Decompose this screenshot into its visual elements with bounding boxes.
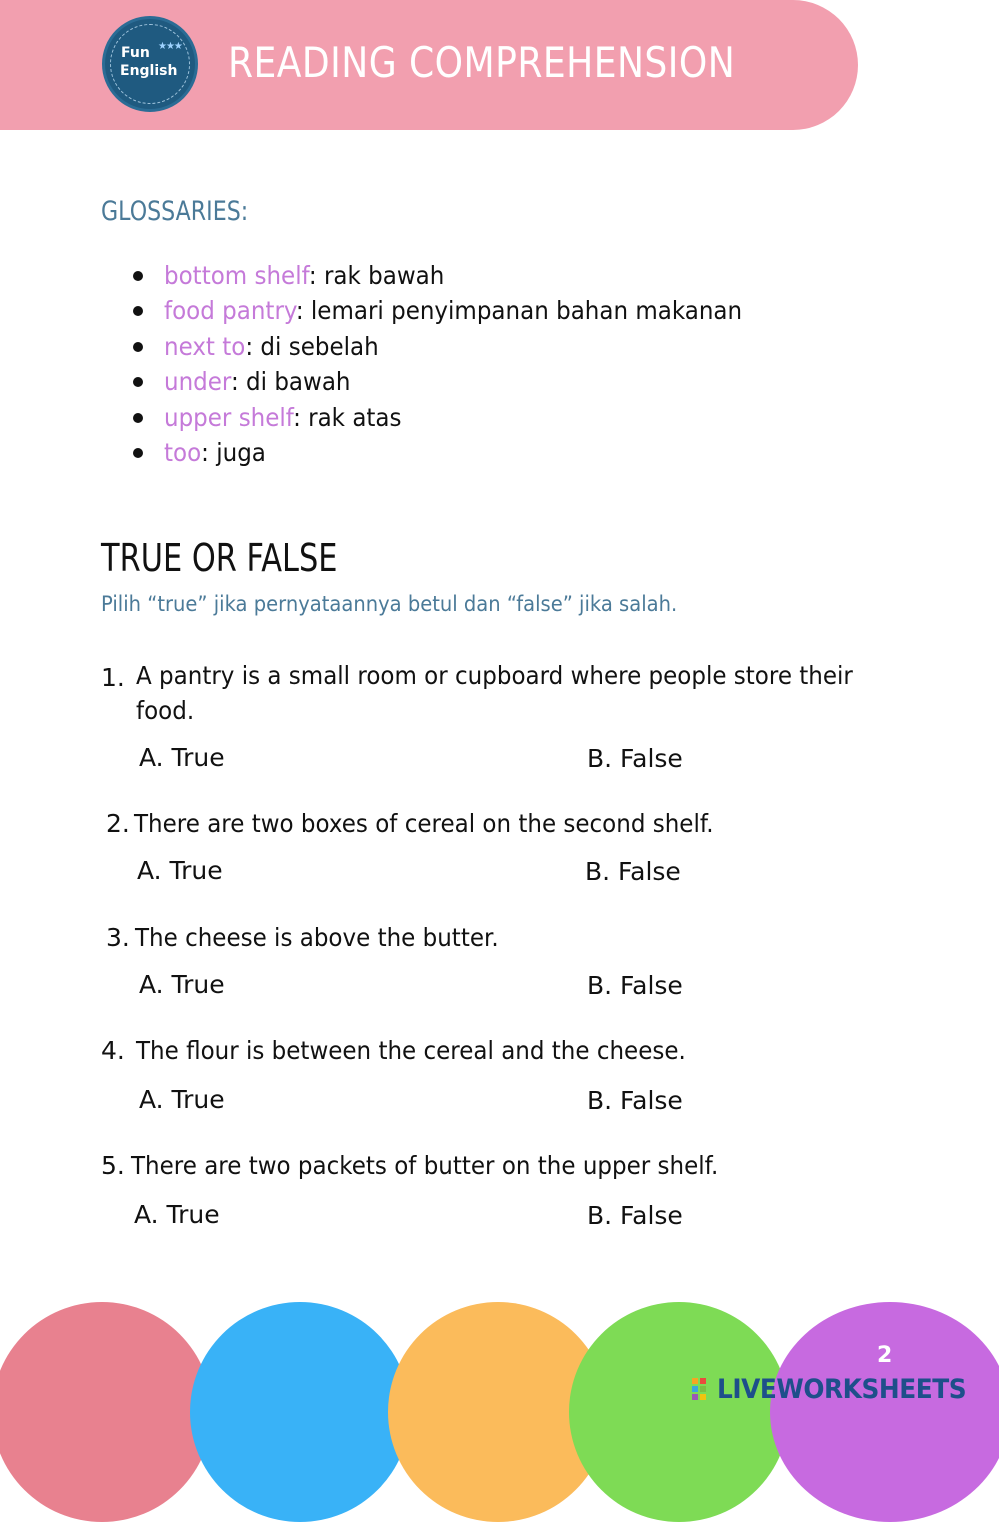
glossary-meaning: : juga bbox=[201, 437, 266, 467]
question-number: 5. bbox=[101, 1151, 125, 1180]
bullet-icon bbox=[133, 448, 143, 458]
bullet-icon bbox=[133, 413, 143, 423]
question-number: 1. bbox=[101, 663, 125, 692]
question-text: There are two packets of butter on the upper shelf. bbox=[131, 1151, 719, 1180]
glossary-term: food pantry bbox=[164, 296, 296, 326]
glossary-meaning: : di bawah bbox=[230, 367, 351, 397]
star-icon: ★★★ bbox=[158, 41, 182, 52]
true-false-heading: TRUE OR FALSE bbox=[101, 536, 338, 580]
question-number: 3. bbox=[106, 923, 130, 952]
question-text: There are two boxes of cereal on the second shelf. bbox=[134, 809, 714, 838]
fun-english-logo bbox=[102, 16, 198, 112]
option-true[interactable]: A. True bbox=[134, 1200, 220, 1229]
option-false[interactable]: B. False bbox=[587, 971, 683, 1000]
glossary-term: next to bbox=[164, 331, 246, 361]
logo-text-fun: Fun bbox=[121, 45, 150, 61]
option-true[interactable]: A. True bbox=[139, 743, 225, 772]
question-text: The flour is between the cereal and the cheese. bbox=[136, 1036, 686, 1065]
footer-circle-pink bbox=[0, 1302, 212, 1522]
question-text-continued: food. bbox=[136, 696, 195, 725]
glossary-meaning: : di sebelah bbox=[245, 331, 379, 361]
page-number: 2 bbox=[877, 1343, 893, 1368]
option-false[interactable]: B. False bbox=[585, 857, 681, 886]
question-number: 4. bbox=[101, 1036, 125, 1065]
question-number: 2. bbox=[106, 809, 130, 838]
bullet-icon bbox=[133, 306, 143, 316]
glossary-term: too bbox=[164, 437, 202, 467]
footer-circle-green bbox=[569, 1302, 789, 1522]
option-true[interactable]: A. True bbox=[139, 1085, 225, 1114]
footer-circle-purple bbox=[770, 1302, 999, 1522]
question-text: The cheese is above the butter. bbox=[135, 923, 499, 952]
glossary-term: under bbox=[164, 367, 231, 397]
logo-text-english: English bbox=[120, 63, 178, 79]
bullet-icon bbox=[133, 377, 143, 387]
glossary-term: bottom shelf bbox=[164, 261, 309, 290]
brand-name: LIVEWORKSHEETS bbox=[717, 1374, 967, 1405]
option-false[interactable]: B. False bbox=[587, 744, 683, 773]
option-true[interactable]: A. True bbox=[137, 856, 223, 885]
page-title: READING COMPREHENSION bbox=[228, 38, 736, 87]
glossary-meaning: : rak bawah bbox=[308, 261, 445, 290]
bullet-icon bbox=[133, 342, 143, 352]
bullet-icon bbox=[133, 271, 143, 281]
instruction-text: Pilih “true” jika pernyataannya betul dan “false” jika salah. bbox=[101, 592, 678, 616]
footer-circle-blue bbox=[190, 1302, 410, 1522]
option-true[interactable]: A. True bbox=[139, 970, 225, 999]
liveworksheets-icon bbox=[692, 1378, 714, 1404]
question-text: A pantry is a small room or cupboard where people store their bbox=[136, 661, 853, 690]
glossary-meaning: : rak atas bbox=[293, 402, 402, 432]
option-false[interactable]: B. False bbox=[587, 1201, 683, 1230]
glossary-heading: GLOSSARIES: bbox=[101, 196, 249, 227]
glossary-term: upper shelf bbox=[164, 402, 294, 432]
glossary-meaning: : lemari penyimpanan bahan makanan bbox=[295, 296, 743, 326]
option-false[interactable]: B. False bbox=[587, 1086, 683, 1115]
